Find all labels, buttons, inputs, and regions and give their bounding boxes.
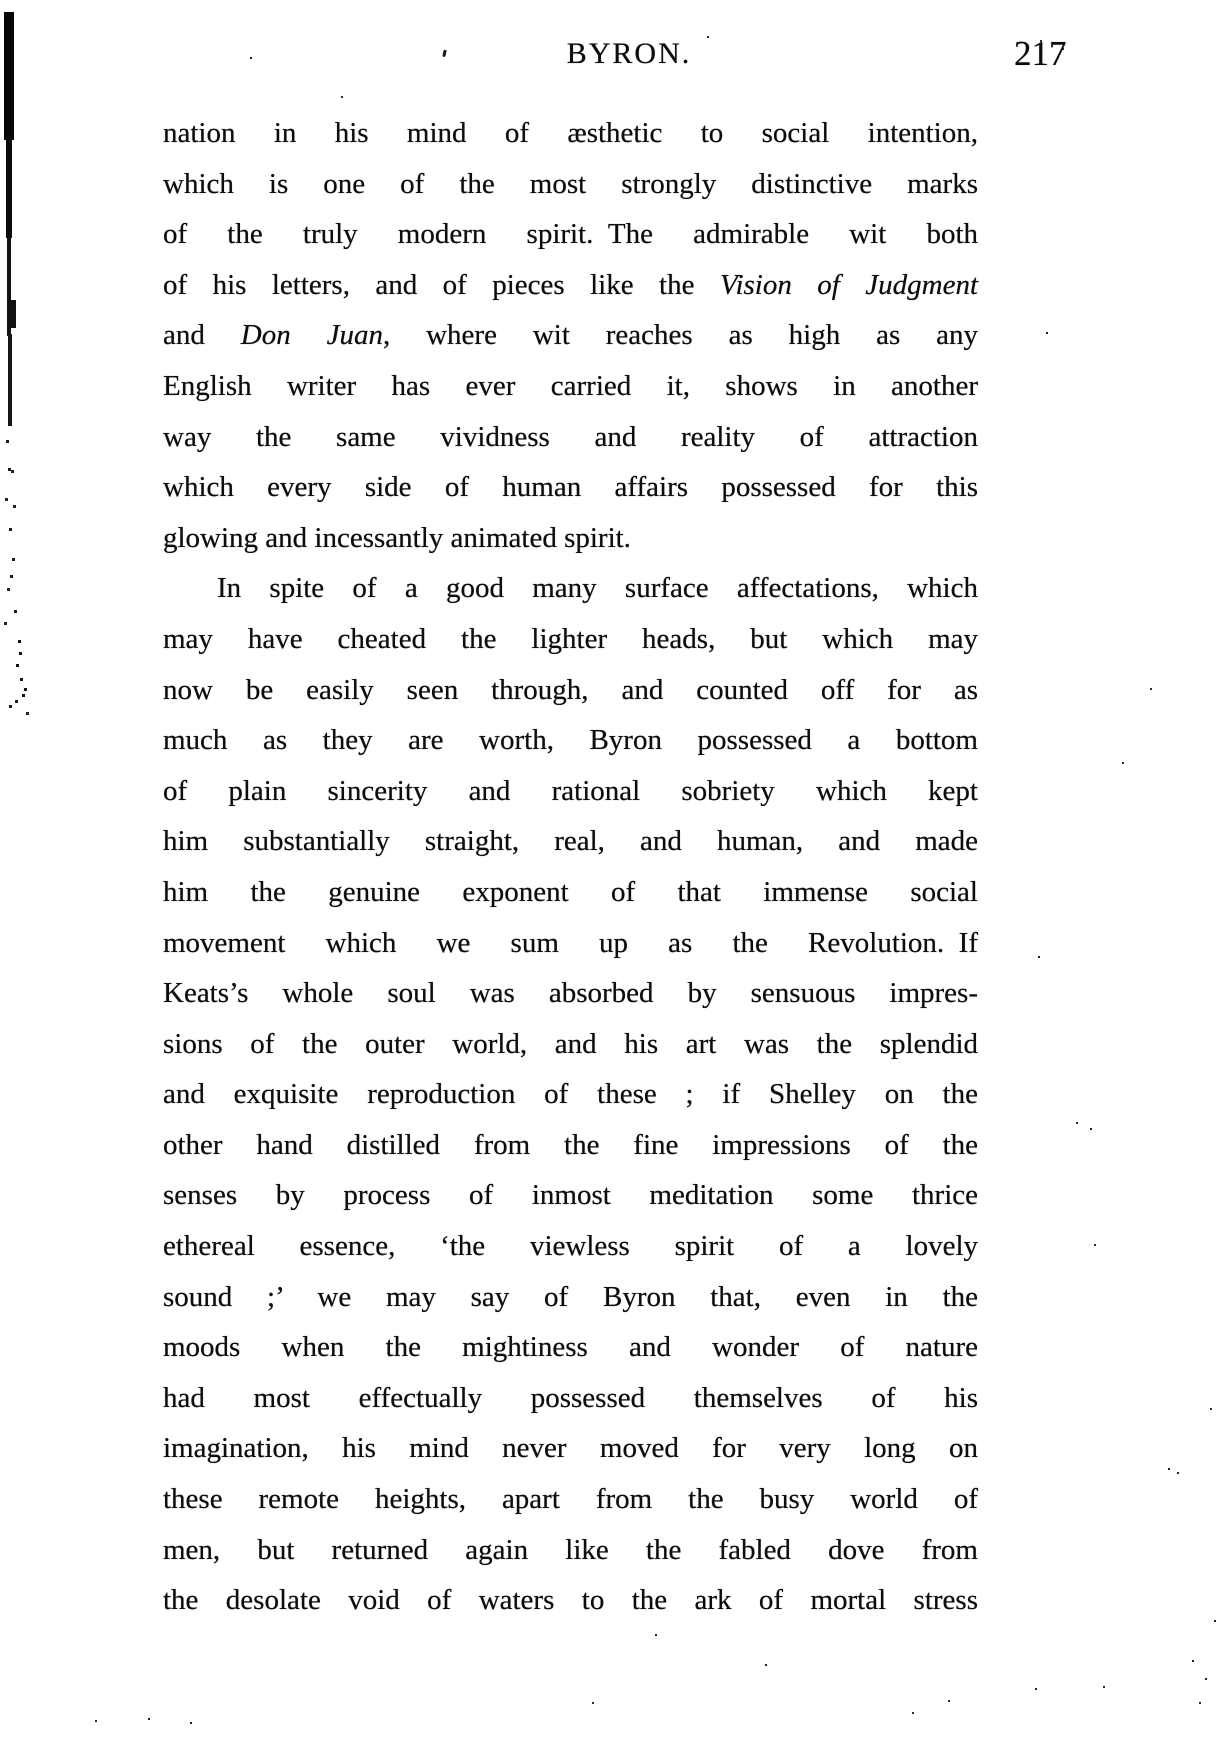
text-segment: glowing and incessantly animated spirit. (163, 521, 631, 554)
text-segment: of plain sincerity and rational sobriety which kept (163, 774, 978, 807)
text-segment: of the truly modern spirit. The admirable wit both (163, 218, 978, 251)
text-line (163, 1525, 978, 1576)
text-line (163, 1373, 978, 1424)
text-line (163, 1019, 978, 1070)
text-line (163, 209, 978, 260)
body-text (163, 108, 978, 1626)
text-line (163, 1322, 978, 1373)
text-line (163, 867, 978, 918)
text-line (163, 614, 978, 665)
text-line (163, 968, 978, 1019)
text-segment: the desolate void of waters to the ark of mortal stress (163, 1584, 978, 1617)
text-line (163, 766, 978, 817)
text-segment: and (163, 319, 241, 352)
text-line (163, 1120, 978, 1171)
text-line (163, 563, 978, 614)
text-segment: movement which we sum up as the Revolution. If (163, 926, 978, 959)
text-segment: imagination, his mind never moved for very long on (163, 1432, 978, 1465)
text-segment: other hand distilled from the fine impressions of the (163, 1128, 978, 1161)
italic-text-segment: Vision of Judgment (719, 268, 978, 301)
text-segment: these remote heights, apart from the busy world of (163, 1483, 978, 1516)
text-segment: In spite of a good many surface affectations, which (217, 572, 978, 605)
scan-artifact-binding-bar (10, 300, 16, 328)
text-line (163, 310, 978, 361)
text-segment: may have cheated the lighter heads, but which may (163, 622, 978, 655)
text-segment: had most effectually possessed themselves of his (163, 1381, 978, 1414)
text-segment: English writer has ever carried it, shows in another (163, 369, 978, 402)
text-segment: nation in his mind of æsthetic to social intention, (163, 117, 978, 149)
text-line (163, 1474, 978, 1525)
running-title: BYRON. (566, 37, 692, 70)
text-segment: much as they are worth, Byron possessed a bottom (163, 724, 978, 757)
text-line (163, 159, 978, 210)
text-segment: now be easily seen through, and counted off for as (163, 673, 978, 706)
italic-text-segment: Don Juan (240, 319, 383, 352)
text-segment: sions of the outer world, and his art was the splendid (163, 1027, 978, 1060)
text-line (163, 1423, 978, 1474)
text-line (163, 1575, 978, 1626)
text-line (163, 513, 978, 564)
text-line (163, 816, 978, 867)
text-segment: and exquisite reproduction of these ; if Shelley on the (163, 1078, 978, 1111)
text-segment: him substantially straight, real, and human, and made (163, 825, 978, 858)
text-segment: of his letters, and of pieces like the (163, 268, 720, 301)
text-line (163, 665, 978, 716)
text-line (163, 1221, 978, 1272)
text-line (163, 361, 978, 412)
text-segment: sound ;’ we may say of Byron that, even in the (163, 1280, 978, 1313)
page-number: 217 (1014, 34, 1067, 73)
scan-artifact-binding-bar (6, 138, 12, 238)
text-line (163, 715, 978, 766)
text-segment: which is one of the most strongly distinctive marks (163, 167, 978, 200)
text-segment: moods when the mightiness and wonder of nature (163, 1331, 978, 1364)
text-line (163, 1069, 978, 1120)
text-line (163, 108, 978, 159)
text-line (163, 1170, 978, 1221)
text-line (163, 1272, 978, 1323)
text-line (163, 412, 978, 463)
text-segment: men, but returned again like the fabled dove from (163, 1533, 978, 1566)
text-line (163, 260, 978, 311)
text-segment: , where wit reaches as high as any (382, 319, 978, 352)
text-segment: him the genuine exponent of that immense social (163, 875, 978, 908)
text-segment: which every side of human affairs possessed for this (163, 471, 978, 504)
text-segment: Keats’s whole soul was absorbed by sensuous impres- (163, 977, 978, 1010)
text-segment: way the same vividness and reality of attraction (163, 420, 978, 453)
text-segment: ethereal essence, ‘the viewless spirit of a lovely (163, 1230, 978, 1263)
scan-artifact-binding-bar (4, 12, 14, 140)
text-segment: senses by process of inmost meditation some thrice (163, 1179, 978, 1212)
scan-noise-dots (0, 0, 2, 2)
text-line (163, 462, 978, 513)
scan-artifact-binding-bar (8, 334, 12, 426)
text-line (163, 918, 978, 969)
